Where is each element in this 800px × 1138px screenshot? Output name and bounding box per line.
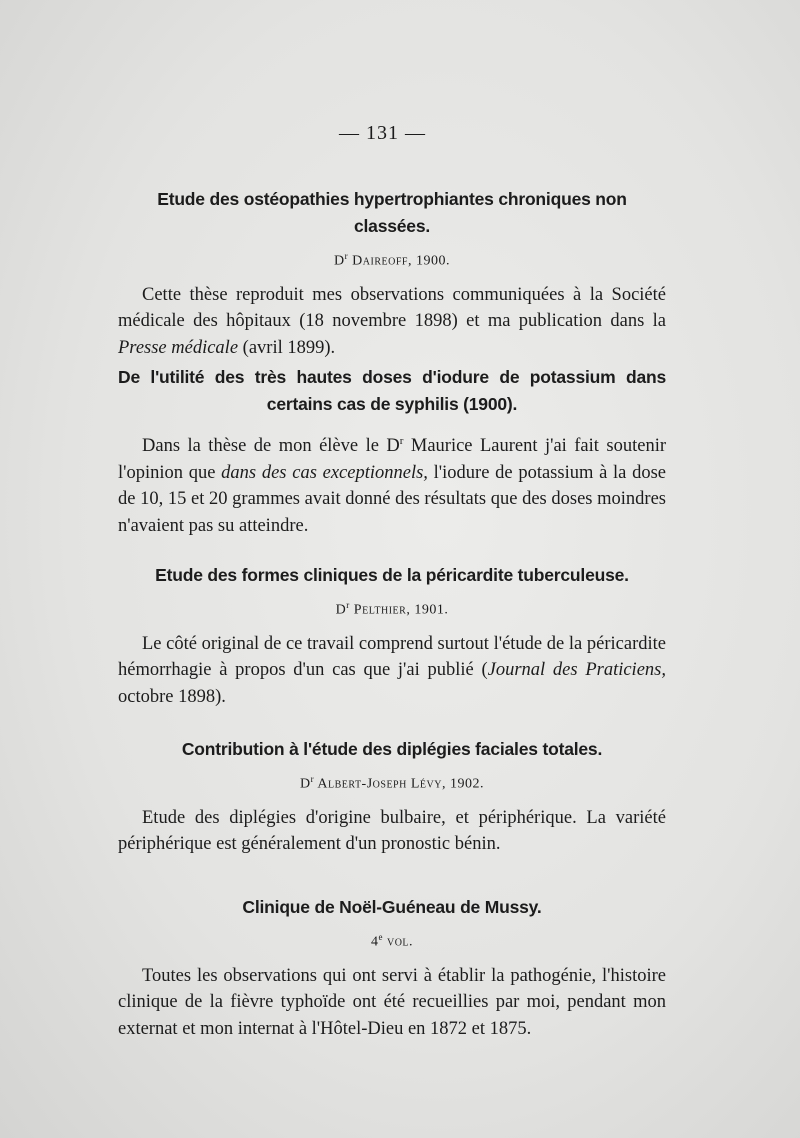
text-run: Le côté original de ce travail comprend surtout l'étude de la péricardite hémorrhagie à propos d'un cas que j'ai publié ( bbox=[118, 633, 666, 681]
section-title: Clinique de Noël-Guéneau de Mussy. bbox=[242, 897, 542, 917]
section-author: 4e vol. bbox=[370, 932, 414, 950]
page-number: — 131 — bbox=[339, 122, 426, 144]
section-diplegies bbox=[118, 736, 666, 876]
section-author: $D^r$ Pelthier, 1901. bbox=[335, 600, 449, 618]
section-title: Etude des ostéopathies hypertrophiantes chroniques non classées. bbox=[157, 189, 627, 236]
section-body bbox=[118, 282, 666, 362]
section-pericardite bbox=[118, 562, 666, 729]
section-author: $D^r$ Albert-Joseph Lévy, 1902. bbox=[300, 774, 484, 792]
section-osteopathies bbox=[118, 186, 666, 380]
section-author: $D^r$ Daireoff, 1900. bbox=[334, 251, 450, 269]
text-run: Etude des diplégies d'origine bulbaire, et périphérique. La variété périphérique est généralement d'un pronostic bénin. bbox=[118, 807, 666, 855]
section-title: Etude des formes cliniques de la péricardite tuberculeuse. bbox=[155, 565, 629, 585]
text-run: Maurice Laurent j'ai fait soutenir l'opinion que bbox=[118, 436, 666, 483]
section-clinique bbox=[118, 894, 666, 1061]
section-body bbox=[118, 631, 666, 711]
italic-run: Presse médicale bbox=[118, 337, 239, 358]
text-run: octobre 1898). bbox=[118, 686, 226, 707]
text-run: Cette thèse reproduit mes observations communiquées à la Société médicale des hôpitaux (18 novembre 1898) et ma publication dans la bbox=[118, 284, 666, 332]
text-run: r bbox=[399, 435, 404, 447]
italic-run: dans des cas exceptionnels, bbox=[221, 462, 428, 483]
text-run: l'iodure de potassium à la dose de 10, 15 et 20 grammes avait donné des résultats que des doses moindres n'avaient pas su atteindre. bbox=[118, 462, 666, 536]
text-run: (avril 1899). bbox=[238, 337, 336, 358]
italic-run: Journal des Praticiens, bbox=[487, 660, 666, 681]
text-run: Dans la thèse de mon élève le D bbox=[142, 436, 400, 457]
section-body bbox=[118, 428, 666, 539]
section-title: Contribution à l'étude des diplégies faciales totales. bbox=[181, 739, 603, 759]
section-body bbox=[118, 805, 666, 858]
section-iodure bbox=[118, 364, 666, 558]
text-run: Toutes les observations qui ont servi à établir la pathogénie, l'histoire clinique de la fièvre typhoïde ont été recueillies par moi, pendant mon externat et mon internat à l'Hôtel-Dieu en 1872 et 1875. bbox=[118, 965, 666, 1039]
section-body bbox=[118, 963, 666, 1043]
section-title: De l'utilité des très hautes doses d'iodure de potassium dans certains cas de syphilis (1900). bbox=[118, 367, 666, 414]
